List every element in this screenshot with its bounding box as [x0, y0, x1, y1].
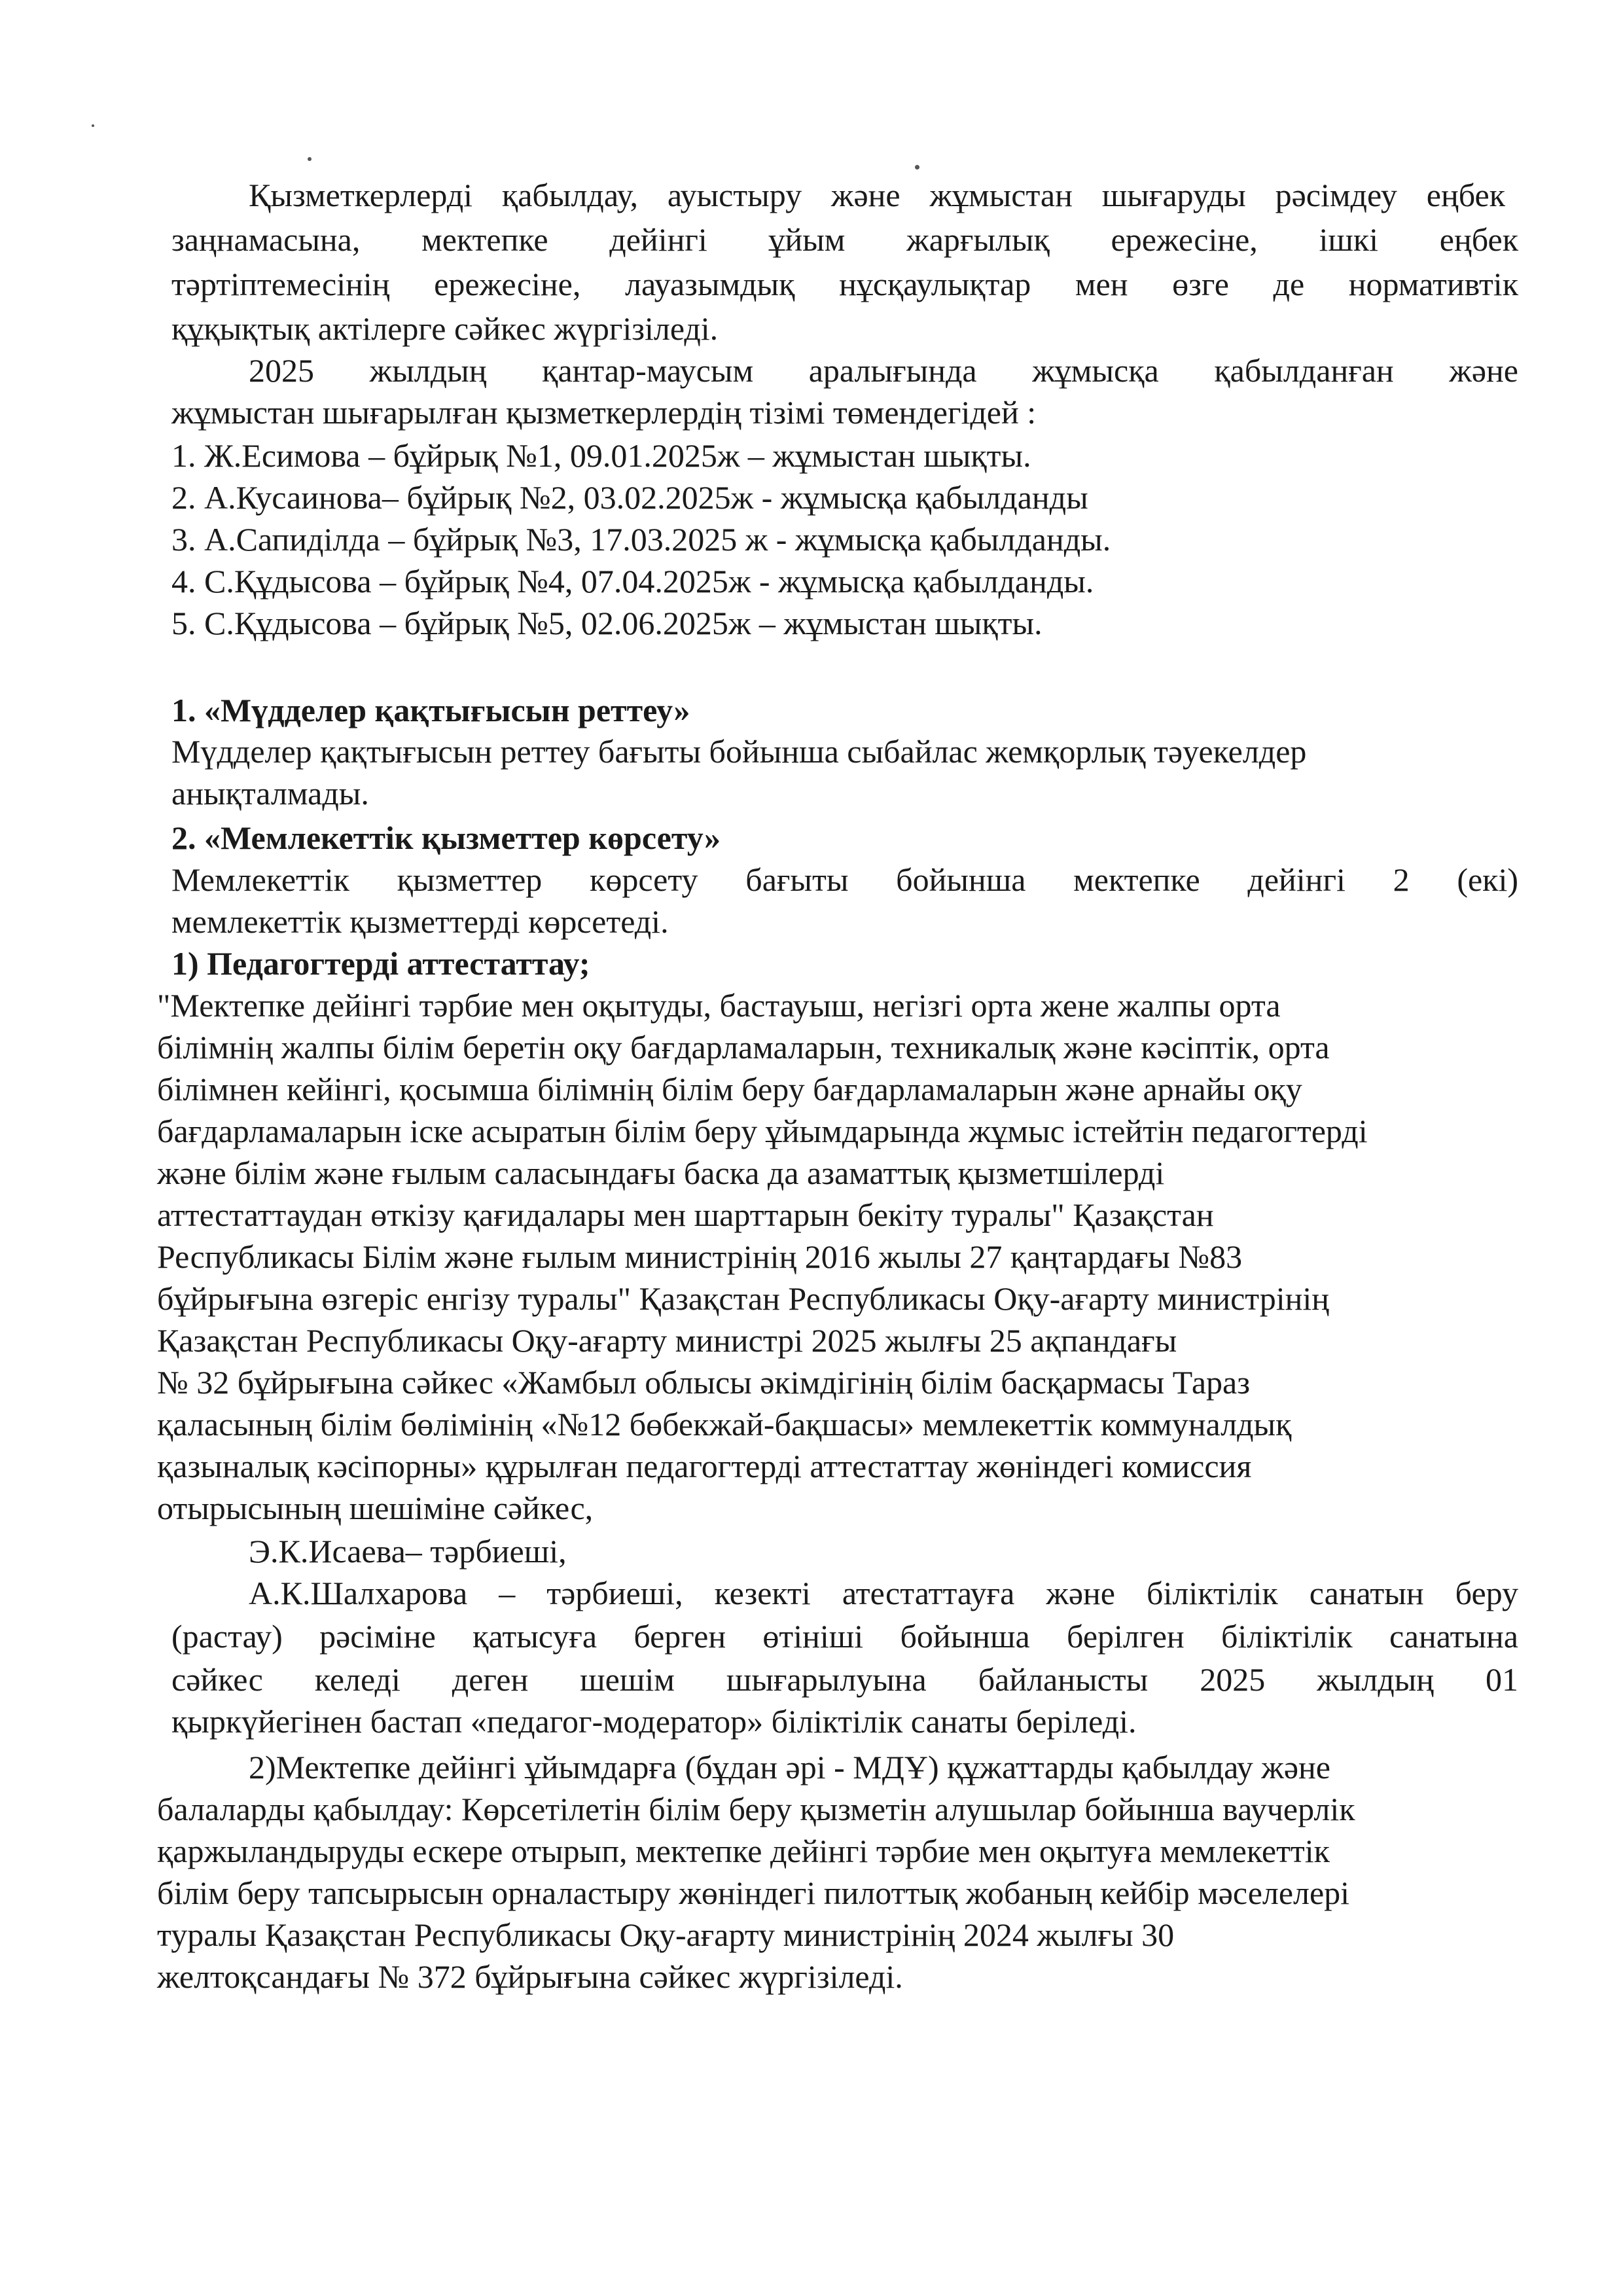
- attestation-person-1: Э.К.Исаева– тәрбиеші,: [249, 1533, 567, 1570]
- staff-list-item: 2. А.Кусаинова– бұйрық №2, 03.02.2025ж - жұмысқа қабылданды: [171, 479, 1088, 516]
- intro-line: құқықтық актілерге сәйкес жүргізіледі.: [171, 310, 719, 347]
- scan-speck: [308, 157, 312, 161]
- attestation-line: аттестаттаудан өткізу қағидалары мен шарттарын бекіту туралы" Қазақстан: [157, 1196, 1214, 1233]
- staff-intro-line: 2025 жылдың қантар-маусым аралығында жұмысқа қабылданған және: [249, 352, 1518, 389]
- section-1-heading: 1. «Мүдделер қақтығысын реттеу»: [171, 692, 690, 728]
- attestation-line: бағдарламаларын іске асыратын білім беру ұйымдарында жұмыс істейтін педагогтерді: [157, 1113, 1368, 1149]
- admission-line: туралы Қазақстан Республикасы Оқу-ағарту министрінің 2024 жылғы 30: [157, 1916, 1175, 1953]
- staff-list-item: 4. С.Құдысова – бұйрық №4, 07.04.2025ж - жұмысқа қабылданды.: [171, 563, 1094, 600]
- scan-speck: [915, 165, 919, 170]
- intro-line: тәртіптемесінің ережесіне, лауазымдық нұсқаулықтар мен өзге де нормативтік: [171, 266, 1518, 302]
- attestation-line: "Мектепке дейінгі тәрбие мен оқытуды, бастауыш, негізгі орта жене жалпы орта: [157, 987, 1281, 1024]
- section-2-line: Мемлекеттік қызметтер көрсету бағыты бойынша мектепке дейінгі 2 (екі): [171, 861, 1518, 898]
- attestation-line: қазыналық кәсіпорны» құрылған педагогтерді аттестаттау жөніндегі комиссия: [157, 1448, 1252, 1484]
- attestation-person-2-line: қыркүйегінен бастап «педагог-модератор» біліктілік санаты беріледі.: [171, 1703, 1137, 1740]
- attestation-line: білімнің жалпы білім беретін оқу бағдарламаларын, техникалық және кәсіптік, орта: [157, 1029, 1330, 1066]
- attestation-line: және білім және ғылым саласындағы баска да азаматтық қызметшілерді: [157, 1155, 1165, 1191]
- staff-list-item: 3. А.Сапиділда – бұйрық №3, 17.03.2025 ж - жұмысқа қабылданды.: [171, 521, 1111, 558]
- attestation-line: қаласының білім бөлімінің «№12 бөбекжай-бақшасы» мемлекеттік коммуналдық: [157, 1406, 1292, 1443]
- attestation-line: Қазақстан Республикасы Оқу-ағарту министрі 2025 жылғы 25 ақпандағы: [157, 1322, 1177, 1359]
- attestation-line: бұйрығына өзгеріс енгізу туралы" Қазақстан Республикасы Оқу-ағарту министрінің: [157, 1280, 1330, 1317]
- intro-line: заңнамасына, мектепке дейінгі ұйым жарғылық ережесіне, ішкі еңбек: [171, 221, 1518, 258]
- admission-line: қаржыландыруды ескере отырып, мектепке дейінгі тәрбие мен оқытуға мемлекеттік: [157, 1833, 1330, 1869]
- admission-line: балаларды қабылдау: Көрсетілетін білім беру қызметін алушылар бойынша ваучерлік: [157, 1791, 1355, 1827]
- attestation-person-2-line: А.К.Шалхарова – тәрбиеші, кезекті атестаттауға және біліктілік санатын беру: [249, 1575, 1518, 1611]
- admission-line: білім беру тапсырысын орналастыру жөніндегі пилоттық жобаның кейбір мәселелері: [157, 1874, 1350, 1911]
- intro-line: Қызметкерлерді қабылдау, ауыстыру және жұмыстан шығаруды рәсімдеу еңбек: [249, 177, 1505, 213]
- section-2-line: мемлекеттік қызметтерді көрсетеді.: [171, 903, 669, 940]
- staff-list-item: 5. С.Құдысова – бұйрық №5, 02.06.2025ж – жұмыстан шықты.: [171, 605, 1043, 641]
- attestation-person-2-line: (растау) рәсіміне қатысуға берген өтініші бойынша берілген біліктілік санатына: [171, 1618, 1518, 1655]
- scan-speck: [92, 124, 94, 127]
- staff-intro-line: жұмыстан шығарылған қызметкерлердің тізімі төмендегідей :: [171, 394, 1037, 431]
- admission-line: 2)Мектепке дейінгі ұйымдарға (бұдан әрі - МДҰ) құжаттарды қабылдау және: [249, 1749, 1330, 1785]
- attestation-line: білімнен кейінгі, қосымша білімнің білім беру бағдарламаларын және арнайы оқу: [157, 1071, 1302, 1107]
- attestation-line: Республикасы Білім және ғылым министрінің 2016 жылы 27 қаңтардағы №83: [157, 1238, 1243, 1275]
- attestation-line: № 32 бұйрығына сәйкес «Жамбыл облысы әкімдігінің білім басқармасы Тараз: [157, 1364, 1250, 1401]
- attestation-person-2-line: сәйкес келеді деген шешім шығарылуына байланысты 2025 жылдың 01: [171, 1661, 1518, 1698]
- section-1-line: Мүдделер қақтығысын реттеу бағыты бойынша сыбайлас жемқорлық тәуекелдер: [171, 733, 1307, 770]
- section-2-heading: 2. «Мемлекеттік қызметтер көрсету»: [171, 819, 721, 856]
- staff-list-item: 1. Ж.Есимова – бұйрық №1, 09.01.2025ж – жұмыстан шықты.: [171, 437, 1031, 474]
- admission-line: желтоқсандағы № 372 бұйрығына сәйкес жүргізіледі.: [157, 1958, 903, 1995]
- attestation-line: отырысының шешіміне сәйкес,: [157, 1490, 594, 1526]
- attestation-heading: 1) Педагогтерді аттестаттау;: [171, 945, 590, 982]
- section-1-line: анықталмады.: [171, 775, 369, 812]
